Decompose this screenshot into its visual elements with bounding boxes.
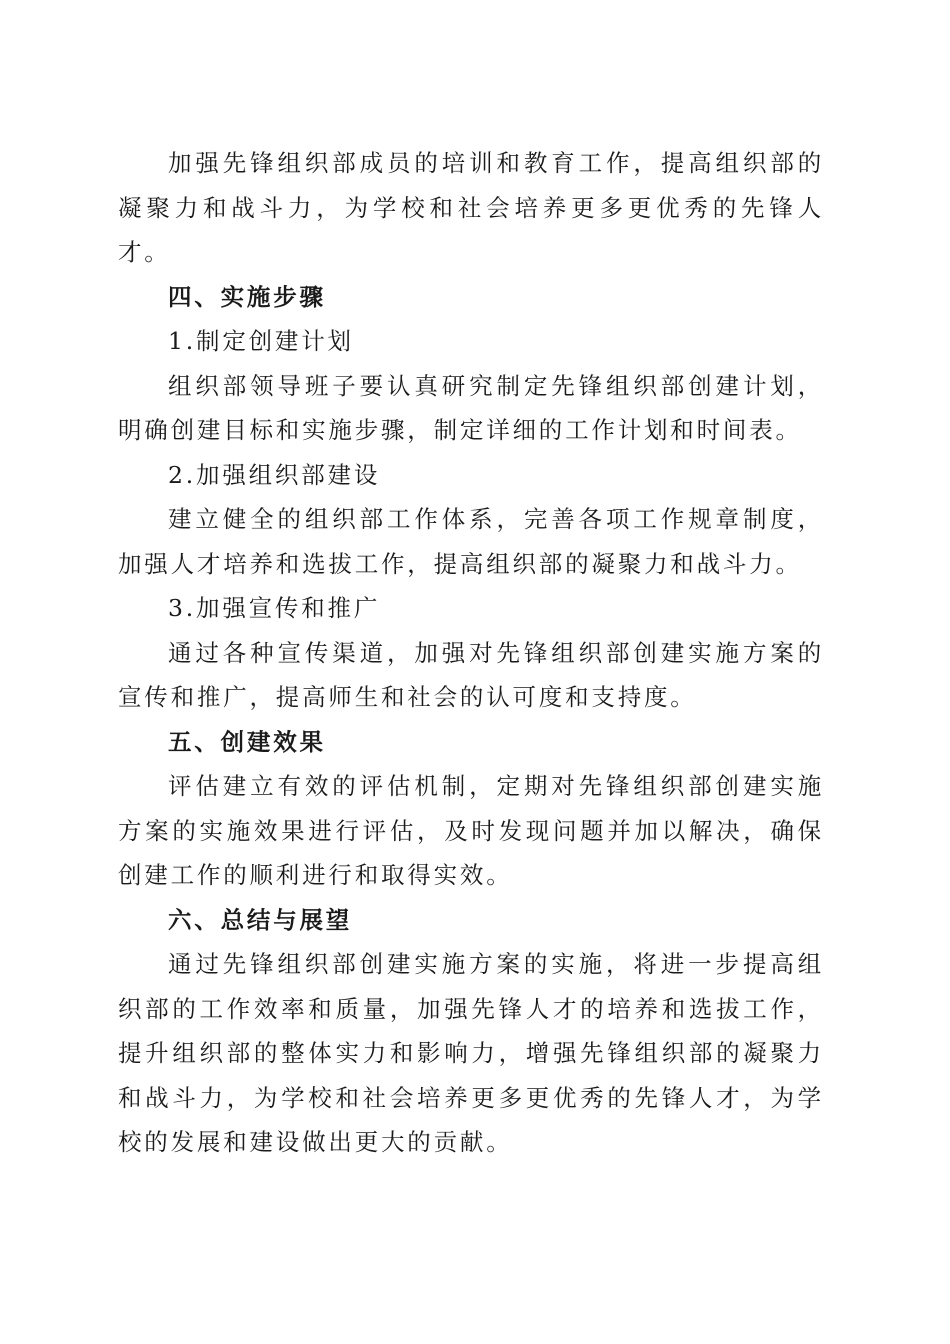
step-1-title: 1.制定创建计划 (168, 327, 354, 355)
step-2-body: 建立健全的组织部工作体系，完善各项工作规章制度，加强人才培养和选拔工作，提高组织部的凝聚力和战斗力。 (118, 505, 824, 578)
document-page (118, 141, 824, 1165)
section-heading-implementation-steps: 四、实施步骤 (168, 282, 326, 311)
section-heading-results: 五、创建效果 (168, 727, 326, 756)
step-2-title: 2.加强组织部建设 (168, 460, 381, 489)
step-3-body: 通过各种宣传渠道，加强对先锋组织部创建实施方案的宣传和推广，提高师生和社会的认可度和支持度。 (118, 638, 824, 711)
section-heading-summary: 六、总结与展望 (168, 905, 353, 934)
step-3-title: 3.加强宣传和推广 (168, 594, 381, 622)
results-paragraph: 评估建立有效的评估机制，定期对先锋组织部创建实施方案的实施效果进行评估，及时发现问题并加以解决，确保创建工作的顺利进行和取得实效。 (118, 772, 824, 889)
intro-paragraph: 加强先锋组织部成员的培训和教育工作，提高组织部的凝聚力和战斗力，为学校和社会培养更多更优秀的先锋人才。 (118, 149, 824, 266)
summary-paragraph: 通过先锋组织部创建实施方案的实施，将进一步提高组织部的工作效率和质量，加强先锋人才的培养和选拔工作，提升组织部的整体实力和影响力，增强先锋组织部的凝聚力和战斗力，为学校和社会培养更多更优秀的先锋人才，为学校的发展和建设做出更大的贡献。 (118, 950, 824, 1156)
step-1-body: 组织部领导班子要认真研究制定先锋组织部创建计划，明确创建目标和实施步骤，制定详细的工作计划和时间表。 (118, 371, 824, 444)
